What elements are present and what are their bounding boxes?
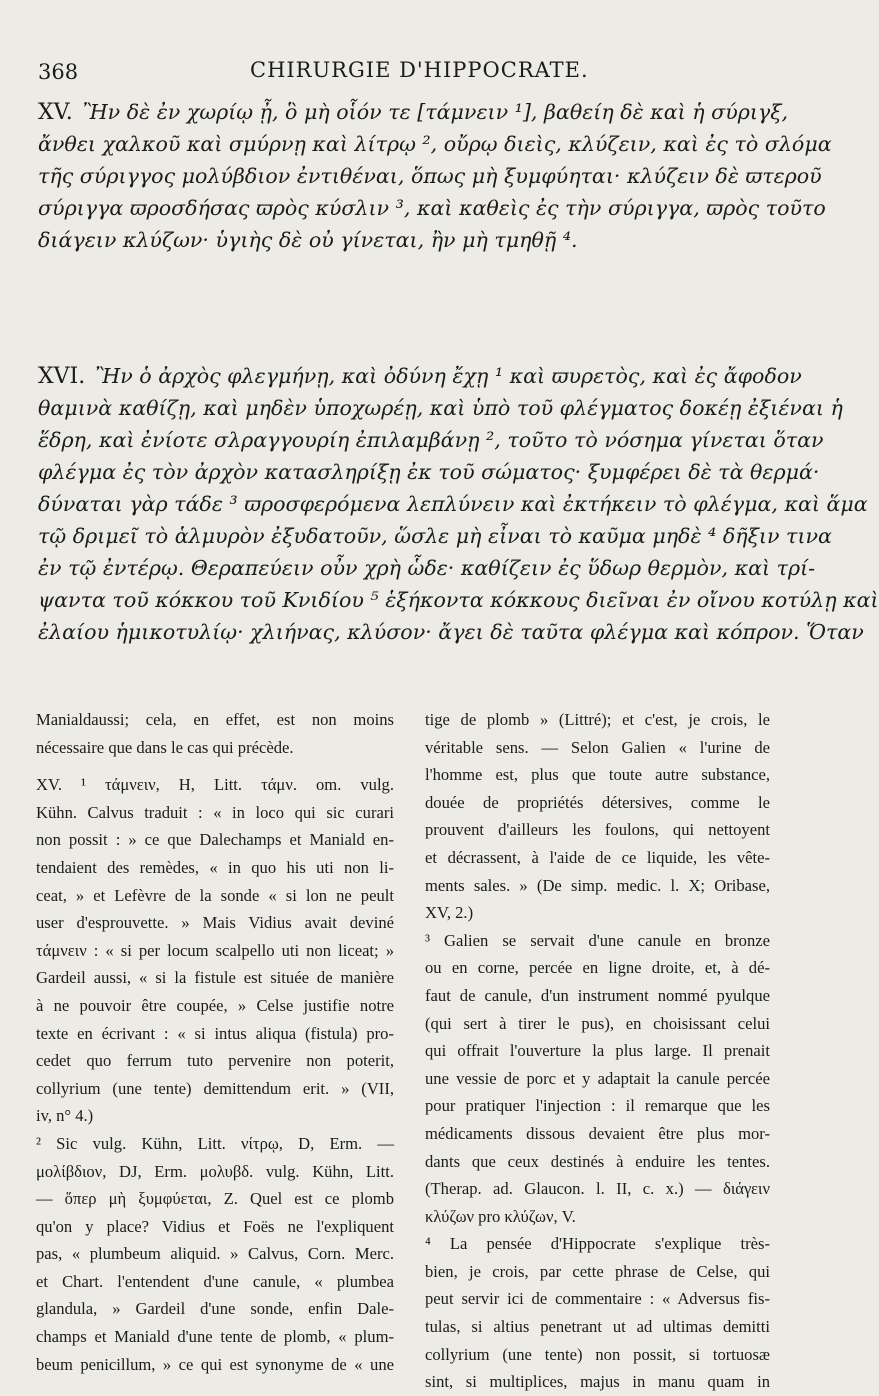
footnote-line: champs et Maniald d'une tente de plomb, « plum- — [36, 1327, 394, 1347]
footnote-line: collyrium (une tente) demittendum erit. » (VII, — [36, 1078, 394, 1098]
footnote-line: ² Sic vulg. Kühn, Litt. νίτρῳ, D, Erm. — — [36, 1133, 394, 1153]
footnote-line: cedet quo ferrum tuto pervenire non poterit, — [36, 1051, 394, 1071]
greek-line: τῆς σύριγγος μολύβδιον ἐντιθέναι, ὅπως μὴ ξυμφύηται· κλύζειν δὲ ϖτεροῦ — [38, 164, 822, 188]
footnote-line: iv, n° 4.) — [36, 1106, 94, 1126]
footnote-line: XV, 2.) — [425, 903, 474, 923]
footnote-line: à ne pouvoir être coupée, » Celse justifie notre — [36, 995, 394, 1015]
page-number: 368 — [38, 60, 79, 84]
footnote-line: sint, si multiplices, majus in manu quam in — [425, 1372, 770, 1392]
footnote-line: et Chart. l'entendent d'une canule, « plumbea — [36, 1271, 394, 1291]
greek-line: ἐλαίου ἡμικοτυλίῳ· χλιήνας, κλύσον· ἄγει δὲ ταῦτα φλέγμα καὶ κόπρον. Ὅταν — [38, 620, 864, 644]
greek-line — [38, 96, 789, 128]
footnote-line: ³ Galien se servait d'une canule en bronze — [425, 930, 770, 950]
footnote-line: douée de propriétés détersives, comme le — [425, 792, 770, 812]
footnote-line: (qui sert à tirer le pus), en choisissant celui — [425, 1013, 770, 1033]
footnote-line: μολίβδιον, DJ, Erm. μολυβδ. vulg. Kühn, Litt. — [36, 1161, 394, 1181]
footnote-line: qu'on y place? Vidius et Foës ne l'expliquent — [36, 1216, 394, 1236]
footnote-line: qui offrait l'ouverture la plus large. Il prenait — [425, 1041, 770, 1061]
greek-line: τῷ δριμεῖ τὸ ἁλμυρὸν ἐξυδατοῦν, ὥσλε μὴ εἶναι τὸ καῦμα μηδὲ ⁴ δῆξιν τινα — [38, 524, 832, 548]
footnote-line: Manialdaussi; cela, en effet, est non moins — [36, 710, 394, 729]
footnote-line: faut de canule, d'un instrument nommé pyulque — [425, 985, 770, 1005]
footnote-line: texte en écrivant : « si intus aliqua (fistula) pro- — [36, 1023, 394, 1043]
footnote-line: pas, « plumbeum aliquid. » Calvus, Corn. Merc. — [36, 1244, 394, 1264]
footnote-line: véritable sens. — Selon Galien « l'urine de — [425, 737, 770, 757]
footnote-line: tige de plomb » (Littré); et c'est, je crois, le — [425, 710, 770, 729]
footnote-line: l'homme est, plus que toute autre substance, — [425, 765, 770, 785]
footnote-line: bien, je crois, par cette phrase de Celse, qui — [425, 1261, 770, 1281]
footnotes-left-column — [36, 706, 394, 1378]
footnote-line: τάμνειν : « si per locum scalpello uti non liceat; » — [36, 940, 394, 960]
greek-line: φλέγμα ἐς τὸν ἀρχὸν κατασληρίξῃ ἐκ τοῦ σώματος· ξυμφέρει δὲ τὰ θερμά· — [38, 460, 820, 484]
greek-line: δύναται γὰρ τάδε ³ ϖροσφερόμενα λεπλύνειν καὶ ἐκτήκειν τὸ φλέγμα, καὶ ἅμα — [38, 492, 868, 516]
footnotes-right-column — [425, 706, 770, 1396]
footnote-line: tulas, si altius penetrant ut ad ultimas demitti — [425, 1317, 770, 1337]
greek-line: ἐν τῷ ἐντέρῳ. Θεραπεύειν οὖν χρὴ ὧδε· καθίζειν ἐς ὕδωρ θερμὸν, καὶ τρί- — [38, 556, 816, 580]
footnote-line: κλύζων pro κλύζων, V. — [425, 1206, 576, 1226]
greek-text: Ἢν ὁ ἀρχὸς φλεγμήνῃ, καὶ ὀδύνη ἔχῃ ¹ καὶ ϖυρετὸς, καὶ ἐς ἄφοδον — [95, 364, 802, 388]
greek-line: σύριγγα ϖροσδήσας ϖρὸς κύσλιν ³, καὶ καθεὶς ἐς τὴν σύριγγα, ϖρὸς τοῦτο — [38, 196, 826, 220]
footnote-line: XV. ¹ τάμνειν, H, Litt. τάμν. om. vulg. — [36, 775, 394, 795]
section-xv — [38, 96, 832, 256]
footnote-line: peut servir ici de commentaire : « Adversus fis- — [425, 1289, 770, 1309]
footnote-line: — ὅπερ μὴ ξυμφύεται, Z. Quel est ce plomb — [36, 1189, 394, 1209]
section-xvi — [38, 360, 879, 648]
footnote-line: tendaient des remèdes, « in quo his uti non li- — [36, 857, 394, 877]
section-numeral: XV. — [38, 100, 73, 125]
greek-line: ἄνθει χαλκοῦ καὶ σμύρνῃ καὶ λίτρῳ ², οὔρῳ διεὶς, κλύζειν, καὶ ἐς τὸ σλόμα — [38, 132, 832, 156]
greek-line: ἕδρη, καὶ ἐνίοτε σλραγγουρίη ἐπιλαμβάνῃ ², τοῦτο τὸ νόσημα γίνεται ὅταν — [38, 428, 824, 452]
footnote-line: une vessie de porc et y adaptait la canule percée — [425, 1068, 770, 1088]
footnote-line: ⁴ La pensée d'Hippocrate s'explique très- — [425, 1234, 770, 1254]
footnote-line: ments sales. » (De simp. medic. l. X; Oribase, — [425, 875, 770, 895]
running-head: CHIRURGIE D'HIPPOCRATE. — [250, 58, 589, 82]
footnote-line: user d'esprouvette. » Mais Vidius avait deviné — [36, 913, 394, 933]
greek-text: Ἢν δὲ ἐν χωρίῳ ᾖ, ὃ μὴ οἷόν τε [τάμνειν ¹], βαθείη δὲ καὶ ἡ σύριγξ, — [82, 100, 789, 124]
footnote-line: glandula, » Gardeil d'une sonde, enfin Dale- — [36, 1299, 394, 1319]
footnote-line: dants que ceux destinés à enduire les tentes. — [425, 1151, 770, 1171]
footnote-line: collyrium (une tente) non possit, si tortuosæ — [425, 1344, 770, 1364]
footnote-line: non possit : » ce que Dalechamps et Maniald en- — [36, 830, 394, 850]
footnote-line: beum penicillum, » ce qui est synonyme de « une — [36, 1354, 394, 1374]
greek-line — [38, 360, 802, 392]
section-numeral: XVI. — [38, 364, 86, 389]
footnote-line: nécessaire que dans le cas qui précède. — [36, 737, 294, 757]
footnote-line: prouvent d'ailleurs les foulons, qui nettoyent — [425, 820, 770, 840]
footnote-line: Kühn. Calvus traduit : « in loco qui sic curari — [36, 802, 394, 822]
footnote-line: ou en corne, percée en ligne droite, et, à dé- — [425, 958, 770, 978]
greek-line: διάγειν κλύζων· ὑγιὴς δὲ οὐ γίνεται, ἢν μὴ τμηθῇ ⁴. — [38, 228, 578, 252]
footnote-line: médicaments dissous devaient être plus mor- — [425, 1123, 770, 1143]
greek-line: ψαντα τοῦ κόκκου τοῦ Κνιδίου ⁵ ἑξήκοντα κόκκους διεῖναι ἐν οἴνου κοτύλῃ καὶ — [38, 588, 879, 612]
greek-line: θαμινὰ καθίζῃ, καὶ μηδὲν ὑποχωρέῃ, καὶ ὑπὸ τοῦ φλέγματος δοκέῃ ἐξιέναι ἡ — [38, 396, 843, 420]
footnote-line: pour pratiquer l'injection : il remarque que les — [425, 1096, 770, 1116]
footnote-line: Gardeil aussi, « si la fistule est située de manière — [36, 968, 394, 988]
footnote-line: et décrassent, à l'aide de ce liquide, les vête- — [425, 847, 770, 867]
footnote-line: ceat, » et Lefèvre de la sonde « si lon ne peult — [36, 885, 394, 905]
footnote-line: (Therap. ad. Glaucon. l. II, c. x.) — διάγειν — [425, 1179, 770, 1199]
